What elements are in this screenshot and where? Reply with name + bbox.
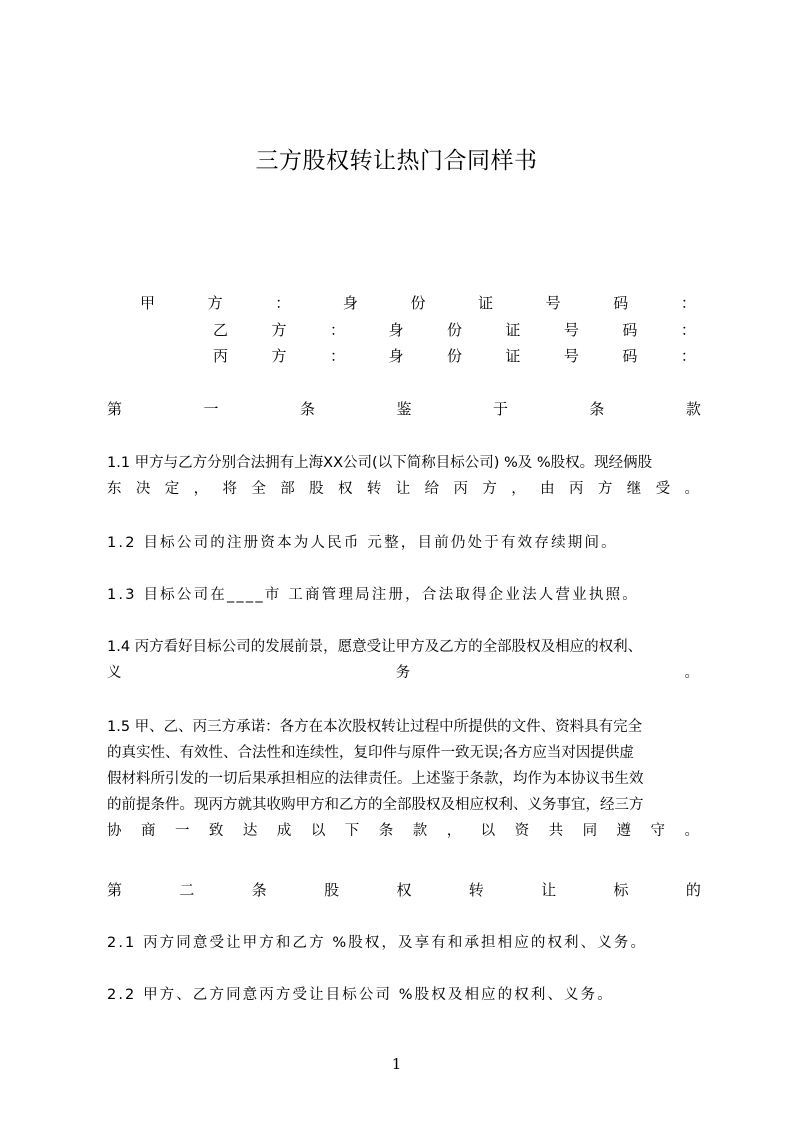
clause-line: 1.4 丙方看好目标公司的发展前景，愿意受让甲方及乙方的全部股权及相应的权利、	[107, 639, 643, 655]
char: 。	[684, 823, 699, 839]
clause-line-justified	[107, 818, 699, 844]
char: 让	[395, 481, 411, 497]
clause-line-justified	[107, 660, 699, 686]
clause-2-2: 2.2 甲方、乙方同意丙方受让目标公司 %股权及相应的权利、义务。	[107, 987, 614, 1003]
char: 转	[366, 481, 382, 497]
clause-1-2: 1.2 目标公司的注册资本为人民币 元整，目前仍处于有效存续期间。	[107, 535, 618, 551]
char: 部	[280, 481, 295, 497]
party-c-line	[213, 345, 696, 366]
party-c-char: 号	[563, 347, 579, 365]
char: 东	[107, 481, 122, 497]
char: 一	[174, 823, 190, 839]
heading-char: 第	[107, 400, 123, 418]
char: 方	[597, 481, 613, 497]
heading-char: 的	[685, 881, 701, 899]
heading-char: 款	[685, 400, 701, 418]
clause-line: 假材料所引发的一切后果承担相应的法律责任。上述鉴于条款，均作为本协议书生效	[107, 771, 644, 787]
party-c-char: ：	[680, 347, 696, 365]
heading-char: 权	[396, 881, 412, 899]
char: ，	[511, 481, 526, 497]
char: 权	[338, 481, 353, 497]
clause-line-justified	[107, 476, 699, 502]
article-1-heading	[107, 398, 701, 419]
char: 遵	[616, 823, 632, 839]
char: 以	[480, 823, 496, 839]
clause-1-4	[107, 634, 699, 686]
clause-1-1	[107, 450, 699, 502]
party-b-char: 乙	[213, 321, 229, 339]
heading-char: 标	[613, 881, 629, 899]
char: 以	[310, 823, 326, 839]
heading-char: 第	[107, 881, 123, 899]
page-number: 1	[391, 1055, 402, 1073]
char: 由	[540, 481, 555, 497]
party-a-char: ：	[275, 294, 291, 312]
party-c-char: 证	[505, 347, 521, 365]
clause-line: 1.1 甲方与乙方分别合法拥有上海XX公司(以下简称目标公司) %及 %股权。现经俩股	[107, 455, 653, 471]
party-a-char: 号	[545, 294, 561, 312]
char: 丙	[569, 481, 584, 497]
char: ，	[193, 481, 209, 497]
char: 继	[626, 481, 642, 497]
char: 丙	[453, 481, 468, 497]
party-c-char: 码	[622, 347, 638, 365]
heading-char: 于	[492, 400, 508, 418]
char: 商	[140, 823, 156, 839]
party-a-char: 码	[613, 294, 629, 312]
char: 给	[424, 481, 440, 497]
char: 。	[684, 665, 699, 681]
clause-line: 1.5 甲、乙、丙三方承诺：各方在本次股权转让过程中所提供的文件、资料具有完全	[107, 719, 643, 735]
char: 款	[412, 823, 428, 839]
char: 同	[582, 823, 598, 839]
char: 决	[135, 481, 151, 497]
clause-line: 的前提条件。现丙方就其收购甲方和乙方的全部股权及相应权利、义务事宜，经三方	[107, 797, 644, 813]
party-b-char: 份	[446, 321, 462, 339]
party-c-char: 身	[388, 347, 404, 365]
party-a-char: 份	[410, 294, 426, 312]
document-title: 三方股权转让热门合同样书	[255, 148, 538, 174]
party-b-char: 号	[563, 321, 579, 339]
heading-char: 条	[251, 881, 267, 899]
party-b-char: 方	[271, 321, 287, 339]
clause-1-5	[107, 714, 699, 844]
heading-char: 股	[324, 881, 340, 899]
article-2-heading	[107, 879, 701, 900]
char: ，	[446, 823, 462, 839]
heading-char: 二	[179, 881, 195, 899]
char: 致	[208, 823, 224, 839]
char: 定	[164, 481, 180, 497]
char: 成	[276, 823, 292, 839]
heading-char: 转	[468, 881, 484, 899]
heading-char: 条	[299, 400, 315, 418]
party-a-char: 方	[207, 294, 223, 312]
party-b-char: ：	[329, 321, 345, 339]
char: 资	[514, 823, 530, 839]
char: 条	[378, 823, 394, 839]
party-c-char: 份	[446, 347, 462, 365]
char: 全	[251, 481, 266, 497]
char: 股	[309, 481, 324, 497]
party-c-char: 丙	[213, 347, 229, 365]
party-b-line	[213, 319, 696, 340]
char: 守	[650, 823, 665, 839]
party-c-char: ：	[329, 347, 345, 365]
heading-char: 让	[541, 881, 557, 899]
party-b-char: 码	[622, 321, 638, 339]
char: 义	[107, 665, 122, 681]
char: 达	[242, 823, 258, 839]
party-a-line	[140, 292, 696, 313]
char: 。	[684, 481, 699, 497]
char: 将	[222, 481, 237, 497]
heading-char: 一	[203, 400, 219, 418]
char: 务	[395, 665, 411, 681]
char: 方	[482, 481, 497, 497]
char: 共	[548, 823, 564, 839]
clause-1-3: 1.3 目标公司在____市 工商管理局注册，合法取得企业法人营业执照。	[107, 587, 639, 603]
char: 受	[655, 481, 671, 497]
char: 下	[344, 823, 360, 839]
heading-char: 鉴	[396, 400, 412, 418]
clause-2-1: 2.1 丙方同意受让甲方和乙方 %股权，及享有和承担相应的权利、义务。	[107, 935, 648, 951]
party-b-char: ：	[680, 321, 696, 339]
party-a-char: ：	[680, 294, 696, 312]
party-a-char: 甲	[140, 294, 156, 312]
party-c-char: 方	[271, 347, 287, 365]
party-b-char: 身	[388, 321, 404, 339]
clause-line: 的真实性、有效性、合法性和连续性，复印件与原件一致无误;各方应当对因提供虚	[107, 745, 634, 761]
heading-char: 条	[589, 400, 605, 418]
party-a-char: 证	[478, 294, 494, 312]
char: 协	[107, 823, 122, 839]
party-a-char: 身	[342, 294, 358, 312]
party-b-char: 证	[505, 321, 521, 339]
